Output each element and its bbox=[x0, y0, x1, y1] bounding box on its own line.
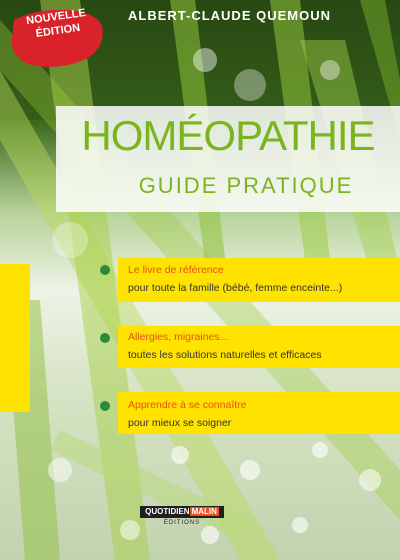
bullet-1-line-2: pour toute la famille (bébé, femme enceinte...) bbox=[128, 282, 343, 294]
bullet-1-line-1: Le livre de référence bbox=[128, 264, 224, 276]
publisher-logo bbox=[140, 506, 224, 528]
yellow-accent-strip bbox=[0, 264, 30, 412]
bullet-2-line-2: toutes les solutions naturelles et efficaces bbox=[128, 349, 322, 361]
badge-line-1: NOUVELLE bbox=[25, 6, 87, 28]
badge-line-2: ÉDITION bbox=[35, 21, 81, 40]
book-subtitle: GUIDE PRATIQUE bbox=[138, 173, 354, 198]
publisher-name bbox=[140, 506, 224, 518]
author-name: ALBERT-CLAUDE QUEMOUN bbox=[128, 8, 331, 23]
bullet-2-line-1: Allergies, migraines... bbox=[128, 331, 229, 343]
publisher-name-a: QUOTIDIEN bbox=[145, 507, 190, 516]
book-title: HOMÉOPATHIE bbox=[81, 112, 375, 159]
bullet-3-line-2: pour mieux se soigner bbox=[128, 417, 232, 429]
bullet-dot-icon bbox=[100, 265, 110, 275]
bullet-dot-icon bbox=[100, 333, 110, 343]
bullet-dot-icon bbox=[100, 401, 110, 411]
publisher-sub: ÉDITIONS bbox=[163, 520, 201, 526]
publisher-name-b: MALIN bbox=[191, 507, 217, 516]
bullet-3-line-1: Apprendre à se connaître bbox=[128, 399, 247, 411]
